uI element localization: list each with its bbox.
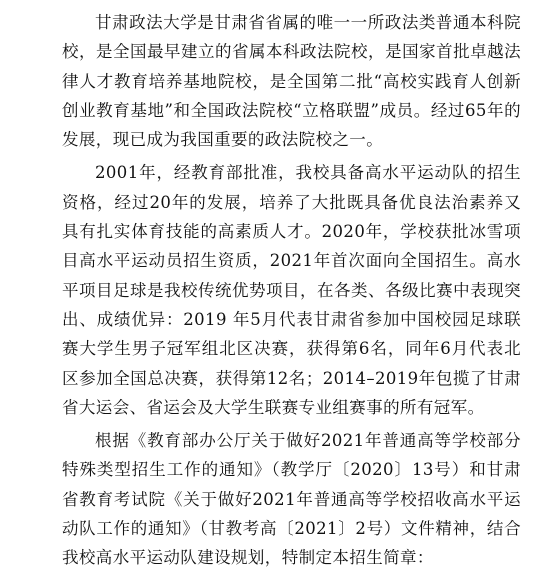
paragraph-policy-basis: 根据《教育部办公厅关于做好2021年普通高等学校部分特殊类型招生工作的通知》（教学厅〔2020〕13号）和甘肃省教育考试院《关于做好2021年普通高等学校招收高水平运动队工作的通知》（甘教考高〔2021〕2号）文件精神，结合我校高水平运动队建设规划，特制定本招生简章： xyxy=(62,431,521,568)
paragraph-sports-team-history: 2001年，经教育部批准，我校具备高水平运动队的招生资格，经过20年的发展，培养了大批既具备优良法治素养又具有扎实体育技能的高素质人才。2020年，学校获批冰雪项目高水平运动员招生资质，2021年首次面向全国招生。高水平项目足球是我校传统优势项目，在各类、各级比赛中表现突出、成绩优异：2019 年5月代表甘肃省参加中国校园足球联赛大学生男子冠军组北区决赛，获得第6名，同年6月代表北区参加全国总决赛，获得第12名；2014–2019年包揽了甘肃省大运会、省运会及大学生联赛专业组赛事的所有冠军。 xyxy=(62,163,521,417)
paragraph-university-intro: 甘肃政法大学是甘肃省省属的唯一一所政法类普通本科院校，是全国最早建立的省属本科政法院校，是国家首批卓越法律人才教育培养基地院校，是全国第二批“高校实践育人创新创业教育基地”和全国政法院校“立格联盟”成员。经过65年的发展，现已成为我国重要的政法院校之一。 xyxy=(62,13,521,150)
